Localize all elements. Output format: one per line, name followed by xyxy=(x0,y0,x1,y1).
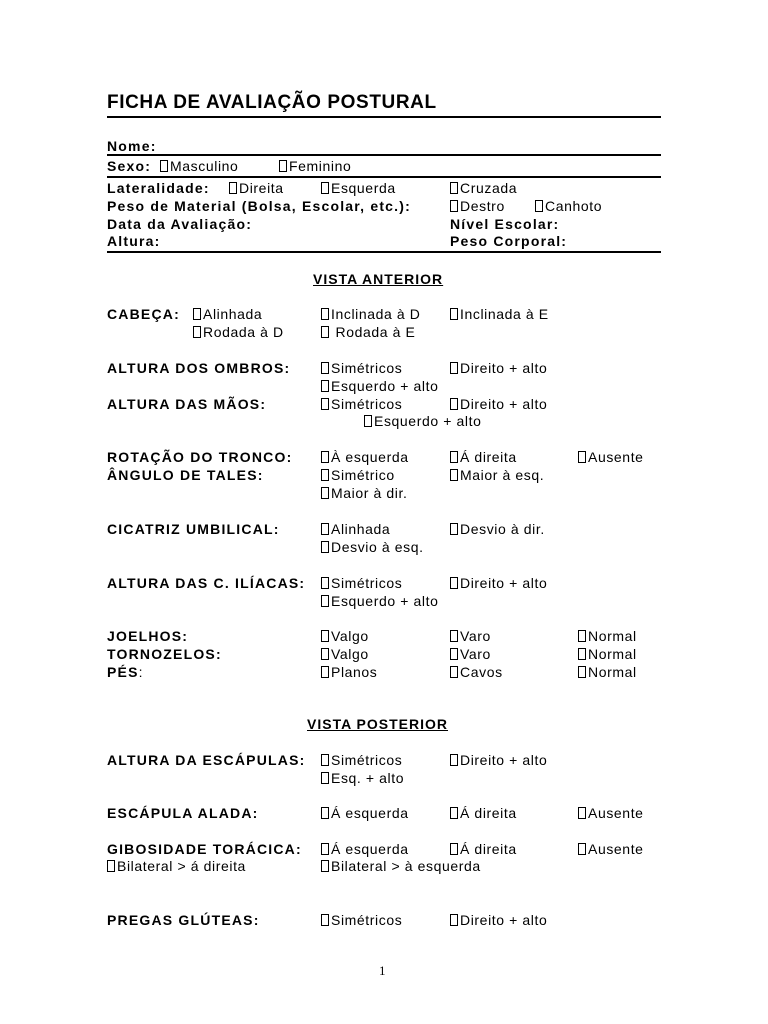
data-avaliacao-label: Data da Avaliação: xyxy=(107,216,253,232)
option-label: Direito + alto xyxy=(460,396,548,412)
pes-label xyxy=(107,663,143,681)
altura-escapulas-label: ALTURA DA ESCÁPULAS: xyxy=(107,752,306,768)
option-label: Feminino xyxy=(289,158,352,174)
checkbox-ombros-direito[interactable] xyxy=(450,359,547,377)
sexo-label: Sexo: xyxy=(107,158,152,174)
checkbox-icon xyxy=(193,326,201,338)
checkbox-icon xyxy=(279,160,287,172)
checkbox-direita[interactable] xyxy=(229,179,284,197)
checkbox-umbilical-desvio-esq[interactable] xyxy=(321,538,424,556)
checkbox-esquerda[interactable] xyxy=(321,179,396,197)
checkbox-icon xyxy=(450,398,458,410)
option-label: Normal xyxy=(588,646,637,662)
checkbox-icon xyxy=(578,648,586,660)
option-label: Esquerdo + alto xyxy=(331,593,439,609)
option-label: Destro xyxy=(460,198,505,214)
option-label: Canhoto xyxy=(545,198,603,214)
option-label: Direita xyxy=(239,180,284,196)
checkbox-icon xyxy=(450,451,458,463)
checkbox-cruzada[interactable] xyxy=(450,179,517,197)
option-label: Maior à esq. xyxy=(460,467,545,483)
option-label: Simétrico xyxy=(331,467,395,483)
checkbox-tornozelos-valgo[interactable] xyxy=(321,645,369,663)
checkbox-icon xyxy=(535,200,543,212)
checkbox-gibosidade-ausente[interactable] xyxy=(578,840,644,858)
section-title-anterior: VISTA ANTERIOR xyxy=(313,271,444,287)
checkbox-icon xyxy=(450,523,458,535)
option-label: Bilateral > à esquerda xyxy=(331,858,481,874)
checkbox-alinhada[interactable] xyxy=(193,305,262,323)
option-label: Esq. + alto xyxy=(331,770,405,786)
cabeca-label: CABEÇA: xyxy=(107,306,180,322)
nivel-escolar-label: Nível Escolar: xyxy=(450,216,560,232)
option-label: Varo xyxy=(460,646,491,662)
option-label: Masculino xyxy=(170,158,239,174)
checkbox-icon xyxy=(450,362,458,374)
option-label: Bilateral > á direita xyxy=(117,858,246,874)
option-label: Ausente xyxy=(588,841,644,857)
checkbox-ombros-esquerdo[interactable] xyxy=(321,377,438,395)
option-label: Valgo xyxy=(331,628,369,644)
altura-ombros-label: ALTURA DOS OMBROS: xyxy=(107,360,291,376)
checkbox-pes-cavos[interactable] xyxy=(450,663,503,681)
section-title-posterior: VISTA POSTERIOR xyxy=(307,716,449,732)
checkbox-icon xyxy=(321,362,329,374)
checkbox-icon xyxy=(450,843,458,855)
checkbox-tronco-direita[interactable] xyxy=(450,448,517,466)
checkbox-icon xyxy=(321,398,329,410)
checkbox-icon xyxy=(364,415,372,427)
tornozelos-label: TORNOZELOS: xyxy=(107,646,222,662)
checkbox-icon xyxy=(450,648,458,660)
checkbox-icon xyxy=(321,308,329,320)
checkbox-icon xyxy=(450,914,458,926)
checkbox-icon xyxy=(321,630,329,642)
checkbox-alada-ausente[interactable] xyxy=(578,804,644,822)
checkbox-umbilical-alinhada[interactable] xyxy=(321,520,390,538)
checkbox-tornozelos-normal[interactable] xyxy=(578,645,637,663)
option-label: Á esquerda xyxy=(331,841,409,857)
checkbox-icon xyxy=(450,630,458,642)
checkbox-bilateral-esquerda[interactable] xyxy=(321,857,481,875)
option-label: Simétricos xyxy=(331,396,403,412)
checkbox-icon xyxy=(321,772,329,784)
checkbox-icon xyxy=(321,523,329,535)
checkbox-icon xyxy=(321,914,329,926)
checkbox-icon xyxy=(578,666,586,678)
option-label: Simétricos xyxy=(331,360,403,376)
checkbox-icon xyxy=(450,182,458,194)
option-label: Planos xyxy=(331,664,378,680)
checkbox-canhoto[interactable] xyxy=(535,197,602,215)
option-label: Esquerdo + alto xyxy=(331,378,439,394)
checkbox-icon xyxy=(107,860,115,872)
checkbox-icon xyxy=(450,469,458,481)
peso-material-label: Peso de Material (Bolsa, Escolar, etc.): xyxy=(107,198,411,214)
option-label: Á direita xyxy=(460,805,517,821)
title-underline xyxy=(107,116,661,118)
divider xyxy=(107,154,661,156)
checkbox-icon xyxy=(578,807,586,819)
pes-label-colon: : xyxy=(138,664,144,680)
checkbox-icon xyxy=(321,807,329,819)
checkbox-icon xyxy=(193,308,201,320)
checkbox-icon xyxy=(321,182,329,194)
checkbox-pes-normal[interactable] xyxy=(578,663,637,681)
checkbox-icon xyxy=(321,577,329,589)
checkbox-icon xyxy=(321,754,329,766)
rotacao-tronco-label: ROTAÇÃO DO TRONCO: xyxy=(107,449,293,465)
escapula-alada-label: ESCÁPULA ALADA: xyxy=(107,805,259,821)
checkbox-icon xyxy=(578,630,586,642)
altura-maos-label: ALTURA DAS MÃOS: xyxy=(107,396,267,412)
option-label: Alinhada xyxy=(203,306,263,322)
checkbox-masculino[interactable] xyxy=(160,157,238,175)
option-label: Direito + alto xyxy=(460,360,548,376)
altura-iliacas-label: ALTURA DAS C. ILÍACAS: xyxy=(107,575,306,591)
checkbox-inclinada-e[interactable] xyxy=(450,305,549,323)
peso-corporal-label: Peso Corporal: xyxy=(450,233,568,249)
checkbox-icon xyxy=(229,182,237,194)
checkbox-icon xyxy=(578,451,586,463)
pes-label-text: PÉS xyxy=(107,664,139,680)
option-label: Cavos xyxy=(460,664,503,680)
checkbox-pes-planos[interactable] xyxy=(321,663,377,681)
cicatriz-umbilical-label: CICATRIZ UMBILICAL: xyxy=(107,521,280,537)
checkbox-maos-direito[interactable] xyxy=(450,395,547,413)
checkbox-pregas-direito[interactable] xyxy=(450,911,547,929)
document-title: FICHA DE AVALIAÇÃO POSTURAL xyxy=(107,92,437,113)
angulo-tales-label: ÂNGULO DE TALES: xyxy=(107,467,264,483)
checkbox-ombros-simetricos[interactable] xyxy=(321,359,402,377)
option-label: Simétricos xyxy=(331,752,403,768)
checkbox-joelhos-valgo[interactable] xyxy=(321,627,369,645)
checkbox-rodada-e[interactable] xyxy=(321,323,415,341)
option-label: Normal xyxy=(588,664,637,680)
option-label: Desvio à esq. xyxy=(331,539,424,555)
checkbox-icon xyxy=(450,754,458,766)
option-label: Simétricos xyxy=(331,912,403,928)
checkbox-joelhos-normal[interactable] xyxy=(578,627,637,645)
option-label: Ausente xyxy=(588,449,644,465)
pregas-gluteas-label: PREGAS GLÚTEAS: xyxy=(107,912,260,928)
gibosidade-label: GIBOSIDADE TORÁCICA: xyxy=(107,841,302,857)
checkbox-inclinada-d[interactable] xyxy=(321,305,421,323)
option-label: Ausente xyxy=(588,805,644,821)
checkbox-icon xyxy=(321,843,329,855)
option-label: Maior à dir. xyxy=(331,485,408,501)
option-label: Alinhada xyxy=(331,521,391,537)
checkbox-feminino[interactable] xyxy=(279,157,351,175)
option-label: Esquerdo + alto xyxy=(374,413,482,429)
checkbox-alada-esquerda[interactable] xyxy=(321,804,409,822)
option-label: Direito + alto xyxy=(460,575,548,591)
checkbox-tales-maior-dir[interactable] xyxy=(321,484,407,502)
option-label: Rodada à D xyxy=(203,324,284,340)
checkbox-pregas-simetricos[interactable] xyxy=(321,911,402,929)
divider xyxy=(107,251,661,253)
checkbox-icon xyxy=(321,648,329,660)
checkbox-maos-simetricos[interactable] xyxy=(321,395,402,413)
checkbox-tales-simetrico[interactable] xyxy=(321,466,395,484)
checkbox-iliacas-simetricos[interactable] xyxy=(321,574,402,592)
nome-label: Nome: xyxy=(107,138,157,154)
checkbox-icon xyxy=(321,451,329,463)
option-label: Á direita xyxy=(460,841,517,857)
altura-label: Altura: xyxy=(107,233,161,249)
checkbox-icon xyxy=(321,860,329,872)
option-label: Inclinada à D xyxy=(331,306,421,322)
option-label: Desvio à dir. xyxy=(460,521,545,537)
checkbox-rodada-d[interactable] xyxy=(193,323,284,341)
checkbox-icon xyxy=(450,577,458,589)
option-label: Simétricos xyxy=(331,575,403,591)
option-label: Normal xyxy=(588,628,637,644)
checkbox-icon xyxy=(321,666,329,678)
option-label: Direito + alto xyxy=(460,752,548,768)
checkbox-escapulas-simetricos[interactable] xyxy=(321,751,402,769)
checkbox-icon xyxy=(321,487,329,499)
checkbox-tronco-esquerda[interactable] xyxy=(321,448,409,466)
option-label: Varo xyxy=(460,628,491,644)
checkbox-icon xyxy=(578,843,586,855)
page-number: 1 xyxy=(379,963,386,978)
option-label: Direito + alto xyxy=(460,912,548,928)
checkbox-alada-direita[interactable] xyxy=(450,804,517,822)
checkbox-tronco-ausente[interactable] xyxy=(578,448,644,466)
checkbox-iliacas-esquerdo[interactable] xyxy=(321,592,438,610)
checkbox-tales-maior-esq[interactable] xyxy=(450,466,544,484)
checkbox-icon xyxy=(450,200,458,212)
checkbox-icon xyxy=(450,308,458,320)
option-label: Á direita xyxy=(460,449,517,465)
checkbox-gibosidade-direita[interactable] xyxy=(450,840,517,858)
checkbox-icon xyxy=(321,541,329,553)
checkbox-escapulas-direito[interactable] xyxy=(450,751,547,769)
checkbox-icon xyxy=(321,326,329,338)
checkbox-icon xyxy=(321,380,329,392)
lateralidade-label: Lateralidade: xyxy=(107,180,210,196)
option-label: Esquerda xyxy=(331,180,396,196)
checkbox-iliacas-direito[interactable] xyxy=(450,574,547,592)
joelhos-label: JOELHOS: xyxy=(107,628,189,644)
option-label: À esquerda xyxy=(331,449,409,465)
checkbox-tornozelos-varo[interactable] xyxy=(450,645,491,663)
checkbox-icon xyxy=(450,666,458,678)
checkbox-escapulas-esq[interactable] xyxy=(321,769,404,787)
option-label: Rodada à E xyxy=(331,324,416,340)
checkbox-icon xyxy=(160,160,168,172)
option-label: Inclinada à E xyxy=(460,306,549,322)
checkbox-icon xyxy=(321,469,329,481)
checkbox-bilateral-direita[interactable] xyxy=(107,857,246,875)
option-label: Valgo xyxy=(331,646,369,662)
checkbox-umbilical-desvio-dir[interactable] xyxy=(450,520,545,538)
checkbox-icon xyxy=(321,595,329,607)
divider xyxy=(107,176,661,178)
checkbox-joelhos-varo[interactable] xyxy=(450,627,491,645)
checkbox-icon xyxy=(450,807,458,819)
option-label: Á esquerda xyxy=(331,805,409,821)
checkbox-destro[interactable] xyxy=(450,197,505,215)
checkbox-gibosidade-esquerda[interactable] xyxy=(321,840,409,858)
option-label: Cruzada xyxy=(460,180,518,196)
checkbox-maos-esquerdo[interactable] xyxy=(364,412,481,430)
